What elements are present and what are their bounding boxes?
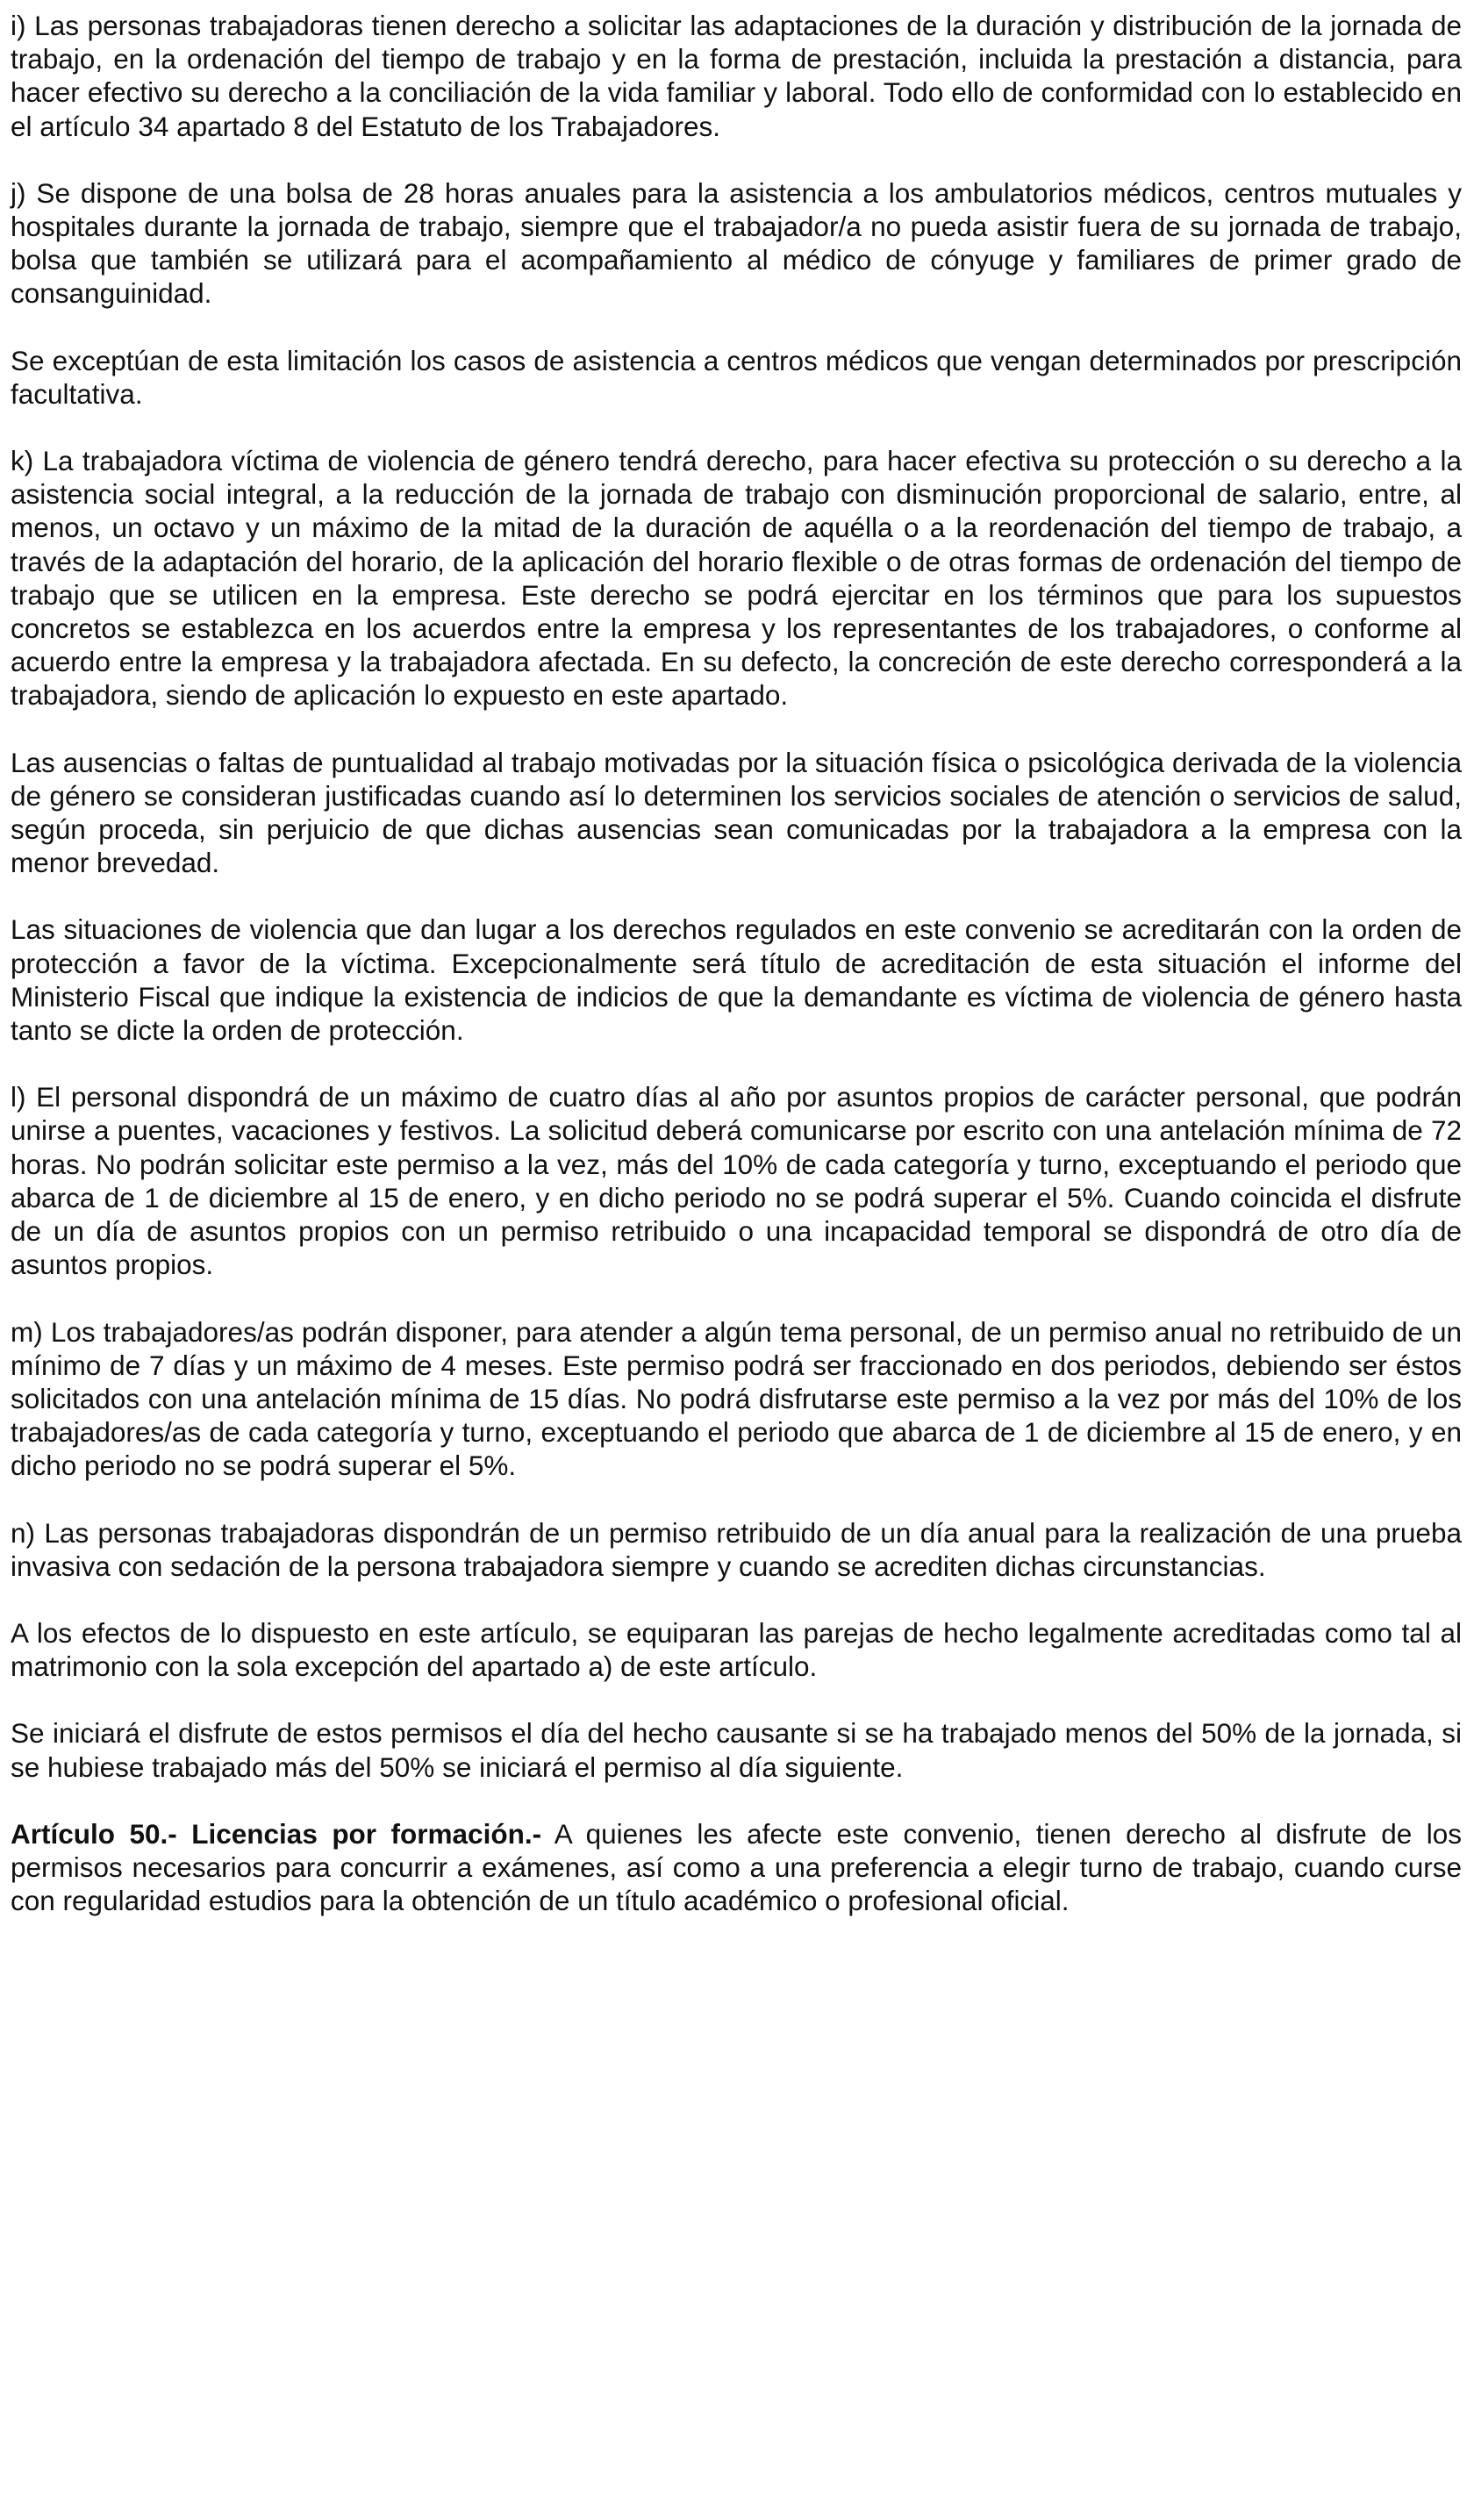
article-50-body: A quienes les afecte este convenio, tienen derecho al disfrute de los permisos necesarios para concurrir a exámenes, así como a una preferencia a elegir turno de trabajo, cuando curse con regularidad estudios para la obtención de un título académico o profesional oficial.	[11, 1817, 1462, 1917]
article-50-paragraph	[11, 1817, 1462, 1918]
article-50-heading: Artículo 50.- Licencias por formación.-	[11, 1817, 542, 1850]
paragraph-k: k) La trabajadora víctima de violencia de género tendrá derecho, para hacer efectiva su protección o su derecho a la asistencia social integral, a la reducción de la jornada de trabajo con disminución proporcional de salario, entre, al menos, un octavo y un máximo de la mitad de la duración de aquélla o a la reordenación del tiempo de trabajo, a través de la adaptación del horario, de la aplicación del horario flexible o de otras formas de ordenación del tiempo de trabajo que se utilicen en la empresa. Este derecho se podrá ejercitar en los términos que para los supuestos concretos se establezca en los acuerdos entre la empresa y los representantes de los trabajadores, o conforme al acuerdo entre la empresa y la trabajadora afectada. En su defecto, la concreción de este derecho corresponderá a la trabajadora, siendo de aplicación lo expuesto en este apartado.	[11, 445, 1462, 712]
paragraph-j: j) Se dispone de una bolsa de 28 horas anuales para la asistencia a los ambulatorios médicos, centros mutuales y hospitales durante la jornada de trabajo, siempre que el trabajador/a no pueda asistir fuera de su jornada de trabajo, bolsa que también se utilizará para el acompañamiento al médico de cónyuge y familiares de primer grado de consanguinidad.	[11, 176, 1462, 310]
paragraph-n: n) Las personas trabajadoras dispondrán de un permiso retribuido de un día anual para la realización de una prueba invasiva con sedación de la persona trabajadora siempre y cuando se acrediten dichas circunstancias.	[11, 1516, 1462, 1582]
paragraph-k-accreditation: Las situaciones de violencia que dan lugar a los derechos regulados en este convenio se acreditarán con la orden de protección a favor de la víctima. Excepcionalmente será título de acreditación de esta situación el informe del Ministerio Fiscal que indique la existencia de indicios de que la demandante es víctima de violencia de género hasta tanto se dicte la orden de protección.	[11, 913, 1462, 1047]
paragraph-m: m) Los trabajadores/as podrán disponer, para atender a algún tema personal, de un permiso anual no retribuido de un mínimo de 7 días y un máximo de 4 meses. Este permiso podrá ser fraccionado en dos periodos, debiendo ser éstos solicitados con una antelación mínima de 15 días. No podrá disfrutarse este permiso a la vez por más del 10% de los trabajadores/as de cada categoría y turno, exceptuando el periodo que abarca de 1 de diciembre al 15 de enero, y en dicho periodo no se podrá superar el 5%.	[11, 1315, 1462, 1482]
paragraph-l: l) El personal dispondrá de un máximo de cuatro días al año por asuntos propios de carácter personal, que podrán unirse a puentes, vacaciones y festivos. La solicitud deberá comunicarse por escrito con una antelación mínima de 72 horas. No podrán solicitar este permiso a la vez, más del 10% de cada categoría y turno, exceptuando el periodo que abarca de 1 de diciembre al 15 de enero, y en dicho periodo no se podrá superar el 5%. Cuando coincida el disfrute de un día de asuntos propios con un permiso retribuido o una incapacidad temporal se dispondrá de otro día de asuntos propios.	[11, 1081, 1462, 1281]
paragraph-i: i) Las personas trabajadoras tienen derecho a solicitar las adaptaciones de la duración y distribución de la jornada de trabajo, en la ordenación del tiempo de trabajo y en la forma de prestación, incluida la prestación a distancia, para hacer efectivo su derecho a la conciliación de la vida familiar y laboral. Todo ello de conformidad con lo establecido en el artículo 34 apartado 8 del Estatuto de los Trabajadores.	[11, 10, 1462, 142]
document-page	[11, 9, 1462, 1951]
paragraph-partners: A los efectos de lo dispuesto en este artículo, se equiparan las parejas de hecho legalmente acreditadas como tal al matrimonio con la sola excepción del apartado a) de este artículo.	[11, 1616, 1462, 1683]
paragraph-start-date: Se iniciará el disfrute de estos permisos el día del hecho causante si se ha trabajado menos del 50% de la jornada, si se hubiese trabajado más del 50% se iniciará el permiso al día siguiente.	[11, 1717, 1462, 1783]
paragraph-k-absences: Las ausencias o faltas de puntualidad al trabajo motivadas por la situación física o psicológica derivada de la violencia de género se consideran justificadas cuando así lo determinen los servicios sociales de atención o servicios de salud, según proceda, sin perjuicio de que dichas ausencias sean comunicadas por la trabajadora a la empresa con la menor brevedad.	[11, 746, 1462, 879]
paragraph-j-exception: Se exceptúan de esta limitación los casos de asistencia a centros médicos que vengan determinados por prescripción facultativa.	[11, 344, 1462, 410]
